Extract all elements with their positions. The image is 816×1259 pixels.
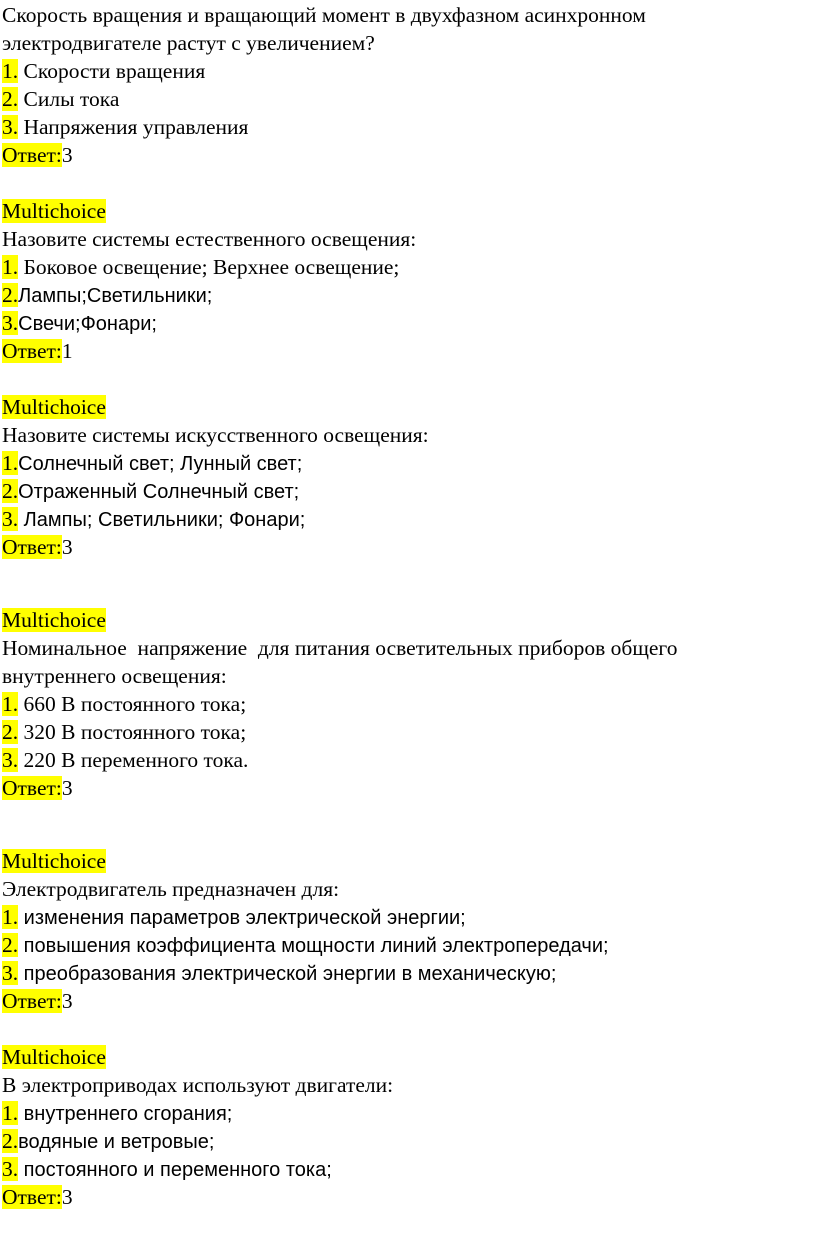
q2-option-1 [2,254,399,281]
option-number: 2. [2,283,19,307]
option-text: Напряжения управления [18,115,249,139]
question-type: Multichoice [2,608,106,632]
option-text: Солнечный свет; Лунный свет; [18,453,303,475]
q5-option-1 [2,904,466,932]
question-type: Multichoice [2,199,106,223]
answer-value: 3 [61,1185,73,1209]
answer-value: 3 [61,989,73,1013]
q6-option-1 [2,1100,232,1128]
option-number: 3. [2,961,19,985]
question-type: Multichoice [2,849,106,873]
q2-type [2,198,106,225]
q1-text-line2: электродвигателе растут с увеличением? [2,31,375,55]
option-number: 3. [2,507,19,531]
option-number: 2. [2,1129,19,1153]
option-number: 1. [2,255,19,279]
option-text: Силы тока [18,87,120,111]
q2-text: Назовите системы естественного освещения: [2,227,417,251]
answer-value: 3 [61,776,73,800]
q4-option-3 [2,747,248,774]
question-type: Multichoice [2,1045,106,1069]
option-text: Лампы; Светильники; Фонари; [18,509,306,531]
q2-option-3 [2,310,157,338]
option-text: Лампы;Светильники; [18,285,213,307]
q3-type [2,394,106,421]
q6-option-2 [2,1128,214,1156]
q3-answer [2,534,73,561]
option-number: 2. [2,87,19,111]
q3-option-3 [2,506,305,534]
option-number: 1. [2,1101,19,1125]
answer-value: 1 [61,339,73,363]
q3-text: Назовите системы искусственного освещения: [2,423,429,447]
answer-label: Ответ: [2,776,62,800]
q6-type [2,1044,106,1071]
answer-label: Ответ: [2,339,62,363]
q1-option-1 [2,58,205,85]
option-text: внутреннего сгорания; [18,1103,233,1125]
option-number: 1. [2,692,19,716]
answer-label: Ответ: [2,535,62,559]
option-text: Свечи;Фонари; [18,313,157,335]
q4-answer [2,775,73,802]
option-number: 1. [2,59,19,83]
option-text: преобразования электрической энергии в механическую; [18,963,557,985]
q3-option-1 [2,450,302,478]
option-text: Скорости вращения [18,59,206,83]
option-text: изменения параметров электрической энергии; [18,907,466,929]
option-text: постоянного и переменного тока; [18,1159,332,1181]
q5-option-2 [2,932,609,960]
q5-option-3 [2,960,556,988]
q2-answer [2,338,73,365]
option-text: водяные и ветровые; [18,1131,215,1153]
option-text: Боковое освещение; Верхнее освещение; [18,255,400,279]
q4-option-1 [2,691,246,718]
q4-type [2,607,106,634]
q5-answer [2,988,73,1015]
option-text: 220 В переменного тока. [18,748,249,772]
option-number: 1. [2,905,19,929]
option-number: 1. [2,451,19,475]
q1-option-3 [2,114,248,141]
q4-text-line2: внутреннего освещения: [2,664,227,688]
q4-text-line1: Номинальное напряжение для питания осветительных приборов общего [2,636,678,660]
q6-answer [2,1184,73,1211]
q5-type [2,848,106,875]
q3-option-2 [2,478,299,506]
option-number: 3. [2,115,19,139]
answer-label: Ответ: [2,989,62,1013]
q1-text-line1: Скорость вращения и вращающий момент в двухфазном асинхронном [2,3,646,27]
question-type: Multichoice [2,395,106,419]
option-number: 3. [2,1157,19,1181]
option-text: 660 В постоянного тока; [18,692,247,716]
option-text: Отраженный Солнечный свет; [18,481,300,503]
option-number: 3. [2,748,19,772]
q1-option-2 [2,86,119,113]
q6-option-3 [2,1156,332,1184]
option-text: 320 В постоянного тока; [18,720,247,744]
q1-answer [2,142,73,169]
q6-text: В электроприводах используют двигатели: [2,1073,394,1097]
option-text: повышения коэффициента мощности линий электропередачи; [18,935,609,957]
option-number: 2. [2,720,19,744]
answer-label: Ответ: [2,143,62,167]
option-number: 2. [2,479,19,503]
answer-value: 3 [61,535,73,559]
option-number: 3. [2,311,19,335]
answer-value: 3 [61,143,73,167]
answer-label: Ответ: [2,1185,62,1209]
q2-option-2 [2,282,212,310]
option-number: 2. [2,933,19,957]
q5-text: Электродвигатель предназначен для: [2,877,340,901]
q4-option-2 [2,719,246,746]
